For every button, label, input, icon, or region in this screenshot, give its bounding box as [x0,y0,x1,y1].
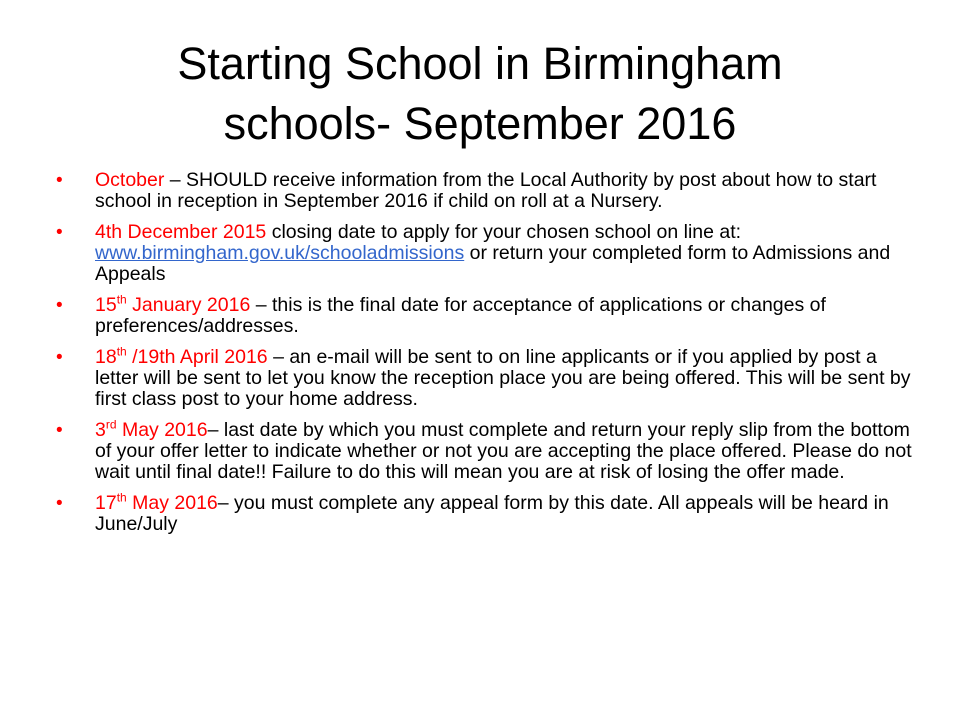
list-item-january [56,292,916,337]
list-item-october [56,170,916,212]
date-number: 3 [95,419,106,441]
bullet-date [95,492,218,514]
date-suffix: th [116,344,127,359]
list-item-may-17 [56,490,916,535]
title-line-1: Starting School in Birmingham [177,38,783,89]
bullet-dot-icon: • [56,493,63,514]
date-rest: May 2016 [116,419,208,441]
list-item-may-3 [56,417,916,483]
date-suffix: th [116,292,127,307]
school-admissions-link[interactable]: www.birmingham.gov.uk/schooladmissions [95,242,465,264]
bullet-list [56,170,916,545]
slide-title [60,34,900,154]
bullet-dot-icon: • [56,222,63,243]
bullet-text: – this is the final date for acceptance of applications or changes of preferences/addresses. [95,294,826,337]
bullet-text: closing date to apply for your chosen school on line at: [266,221,742,243]
date-suffix: th [116,490,127,505]
bullet-dot-icon: • [56,170,63,191]
bullet-text: – last date by which you must complete and return your reply slip from the bottom of your offer letter to indicate whether or not you are accepting the place offered. Please do not wait until final date!! Failure to do this will mean you are at risk of losing the offer made. [95,419,912,483]
bullet-text: – an e-mail will be sent to on line applicants or if you applied by post a letter will be sent to let you know the reception place you are being offered. This will be sent by first class post to your home address. [95,346,911,410]
bullet-date [95,294,250,316]
bullet-date [95,346,268,368]
date-suffix: rd [105,417,117,432]
date-rest: May 2016 [126,492,218,514]
date-rest: January 2016 [126,294,251,316]
date-number: 18 [95,346,117,368]
bullet-dot-icon: • [56,420,63,441]
title-line-2: schools- September 2016 [223,98,737,149]
bullet-date [95,419,208,441]
bullet-dot-icon: • [56,347,63,368]
date-number: 17 [95,492,117,514]
bullet-dot-icon: • [56,295,63,316]
bullet-text: – SHOULD receive information from the Local Authority by post about how to start school in reception in September 2016 if child on roll at a Nursery. [95,169,877,212]
list-item-closing-date [56,222,916,285]
bullet-date: 4th December 2015 [95,221,267,243]
bullet-date: October [95,169,165,191]
date-number: 15 [95,294,117,316]
bullet-text: – you must complete any appeal form by this date. All appeals will be heard in June/July [95,492,889,535]
bullet-text-after-link: or return your completed form to Admissions and Appeals [95,242,891,285]
list-item-april [56,344,916,410]
date-rest: /19th April 2016 [126,346,268,368]
